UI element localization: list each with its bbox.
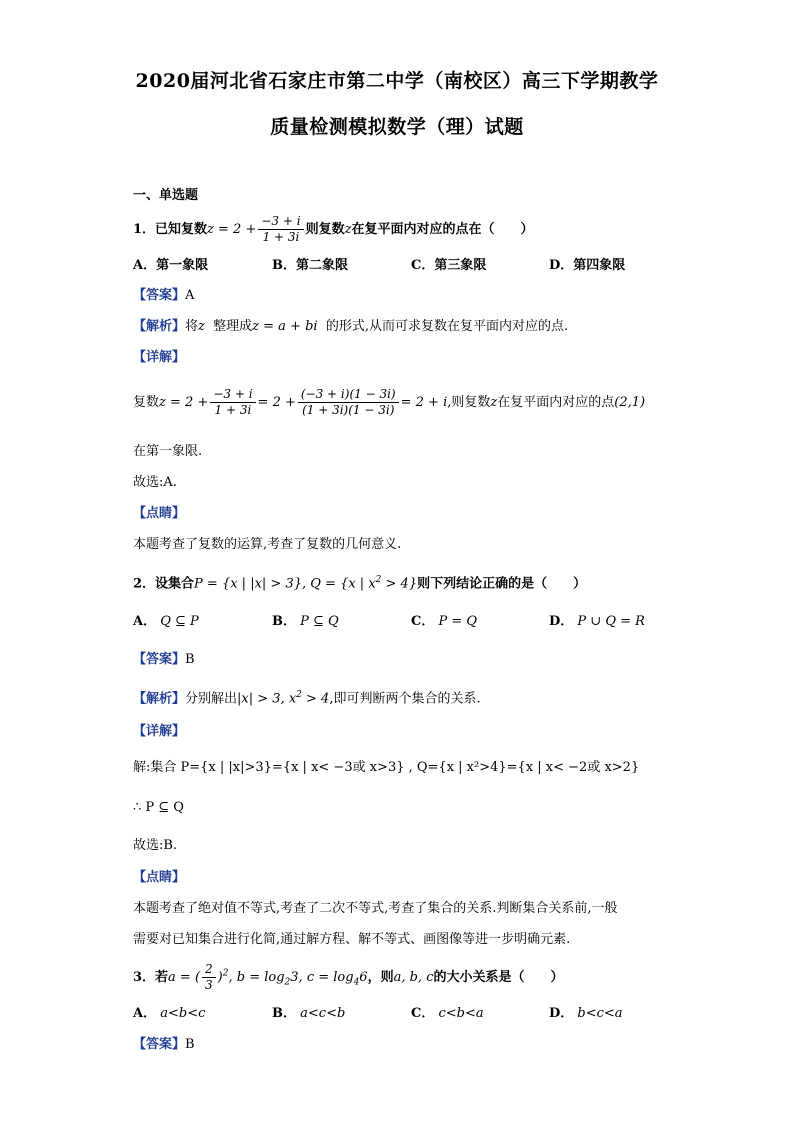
q1-choose: 故选:A. (133, 475, 177, 490)
q3-answer: 【答案】B (133, 1037, 195, 1052)
q3-option-d: D． b<c<a (549, 1006, 623, 1021)
q2-option-d: D． P ∪ Q = R (549, 614, 645, 629)
q2-detail-label: 【详解】 (133, 724, 186, 739)
q2-stem: 2．设集合P = {x | |x| > 3}, Q = {x | $x^2 > 4$}则下列结论正确的是（ ） (133, 575, 587, 592)
q1-analysis: 【解析】将z 整理成z = a + bi 的形式,从而可求复数在复平面内对应的点. (133, 319, 569, 334)
q1-option-b: B．第二象限 (272, 258, 348, 273)
q1-stem: 1．已知复数z = 2 + $\frac{-3 + i}{1 + 3i}$ 则复数z在复平面内对应的点在（ ） (133, 214, 534, 244)
section-heading: 一、单选题 (133, 188, 199, 203)
q2-comment-line2: 需要对已知集合进行化简,通过解方程、解不等式、画图像等进一步明确元素. (133, 932, 571, 947)
q3-option-c: C． c<b<a (411, 1006, 484, 1021)
q3-option-b: B． a<c<b (272, 1006, 346, 1021)
q1-comment: 本题考查了复数的运算,考查了复数的几何意义. (133, 537, 402, 552)
page-title-line1: 2020届河北省石家庄市第二中学（南校区）高三下学期教学 (135, 70, 659, 92)
q1-option-c: C．第三象限 (411, 258, 487, 273)
q2-answer: 【答案】B (133, 652, 195, 667)
q2-analysis: 【解析】分别解出|x| > 3, $x^2 > 4$,即可判断两个集合的关系. (133, 690, 481, 707)
q1-comment-label: 【点睛】 (133, 506, 186, 521)
q1-option-d: D．第四象限 (549, 258, 626, 273)
q2-detail-line2: ∴ P ⊆ Q (133, 800, 184, 815)
page-title-line2: 质量检测模拟数学（理）试题 (270, 116, 524, 138)
q2-comment-label: 【点睛】 (133, 870, 186, 885)
q1-detail-line1: 复数z = 2 + $\frac{-3 + i}{1 + 3i}$ = 2 + $\frac{(-3 + i)(1 - 3i)}{(1 + 3i)(1 - 3i)}$ = 2 + i,则复数z在复平面内对应的点(2,1) (133, 387, 646, 417)
q2-choose: 故选:B. (133, 838, 178, 853)
q1-answer: 【答案】A (133, 288, 195, 303)
q3-option-a: A． a<b<c (133, 1006, 206, 1021)
q2-detail-line1: 解:集合 P={x | |x|>3}={x | x< −3或 x>3} , Q={x | x²>4}={x | x< −2或 x>2} (133, 760, 640, 775)
q2-comment-line1: 本题考查了绝对值不等式,考查了二次不等式,考查了集合的关系.判断集合关系前,一般 (133, 901, 618, 916)
q1-detail-line2: 在第一象限. (133, 444, 203, 459)
q1-fraction: $\frac{-3 + i}{1 + 3i}$ (258, 214, 303, 245)
q2-option-b: B． P ⊆ Q (272, 614, 339, 629)
q2-option-c: C． P = Q (411, 614, 478, 629)
q1-option-a: A．第一象限 (133, 258, 209, 273)
q3-stem: 3．若a = ( $\frac{2}{3}$ )$^2$, $b = \log_23$, $c = \log_46$，则a, b, c的大小关系是（ ） (133, 962, 564, 992)
q2-option-a: A． Q ⊆ P (133, 614, 199, 629)
q1-detail-label: 【详解】 (133, 350, 186, 365)
